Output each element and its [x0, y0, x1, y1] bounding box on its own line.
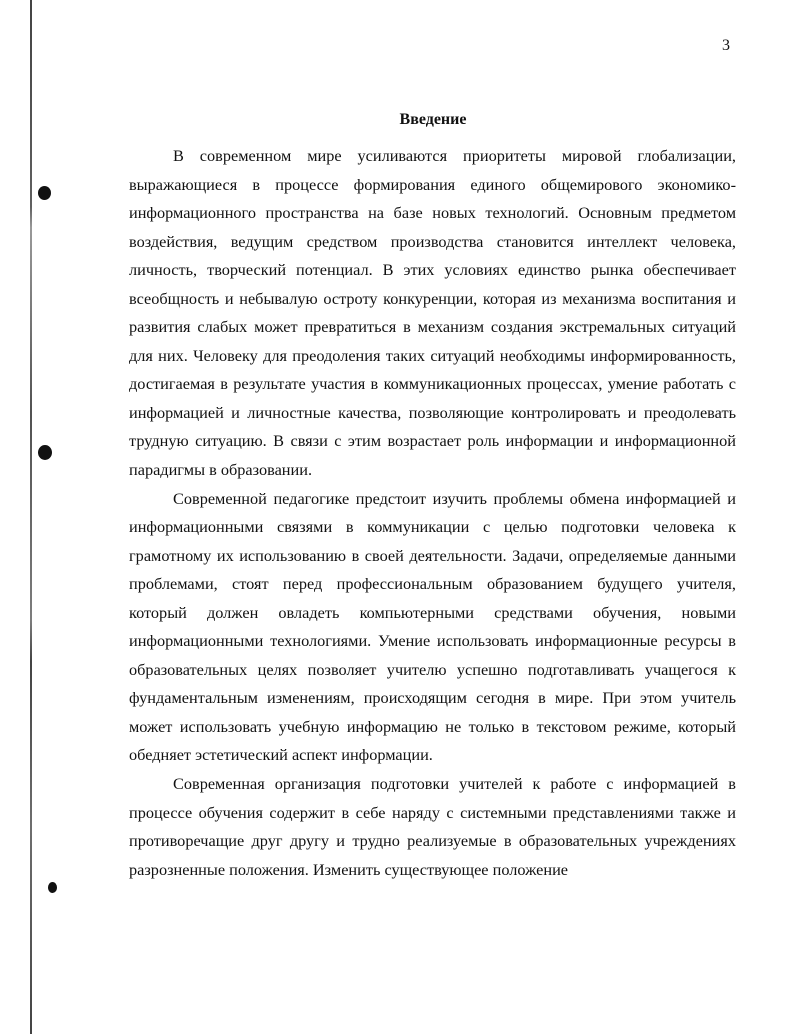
punch-hole-mark: [38, 186, 51, 200]
paragraph: В современном мире усиливаются приоритеты мировой глобализации, выражающиеся в процессе формирования единого общемирового экономико-информационного пространства на базе новых технологий. Основным предметом воздействия, ведущим средством производства становится интеллект человека, личность, творческий потенциал. В этих условиях единство рынка обеспечивает всеобщность и небывалую остроту конкуренции, которая из механизма воспитания и развития слабых может превратиться в механизм создания экстремальных ситуаций для них. Человеку для преодоления таких ситуаций необходимы информированность, достигаемая в результате участия в коммуникационных процессах, умение работать с информацией и личностные качества, позволяющие контролировать и преодолевать трудную ситуацию. В связи с этим возрастает роль информации и информационной парадигмы в образовании.: [129, 146, 736, 480]
page-number: 3: [722, 37, 730, 54]
punch-hole-mark: [48, 882, 57, 893]
paragraph: Современной педагогике предстоит изучить проблемы обмена информацией и информационными связями в коммуникации с целью подготовки человека к грамотному их использованию в своей деятельности. Задачи, определяемые данными проблемами, стоят перед профессиональным образованием будущего учителя, который должен овладеть компьютерными средствами обучения, новыми информационными технологиями. Умение использовать информационные ресурсы в образовательных целях позволяет учителю успешно подготавливать учащегося к фундаментальным изменениям, происходящим сегодня в мире. При этом учитель может использовать учебную информацию не только в текстовом режиме, который обедняет эстетический аспект информации.: [129, 488, 736, 765]
body-text: [129, 142, 736, 884]
section-title: Введение: [399, 111, 467, 128]
scan-binding-edge: [30, 0, 32, 1034]
punch-hole-mark: [38, 445, 52, 460]
paragraph: Современная организация подготовки учителей к работе с информацией в процессе обучения содержит в себе наряду с системными представлениями также и противоречащие друг другу и трудно реализуемые в образовательных учреждениях разрозненные положения. Изменить существующее положение: [129, 774, 736, 879]
